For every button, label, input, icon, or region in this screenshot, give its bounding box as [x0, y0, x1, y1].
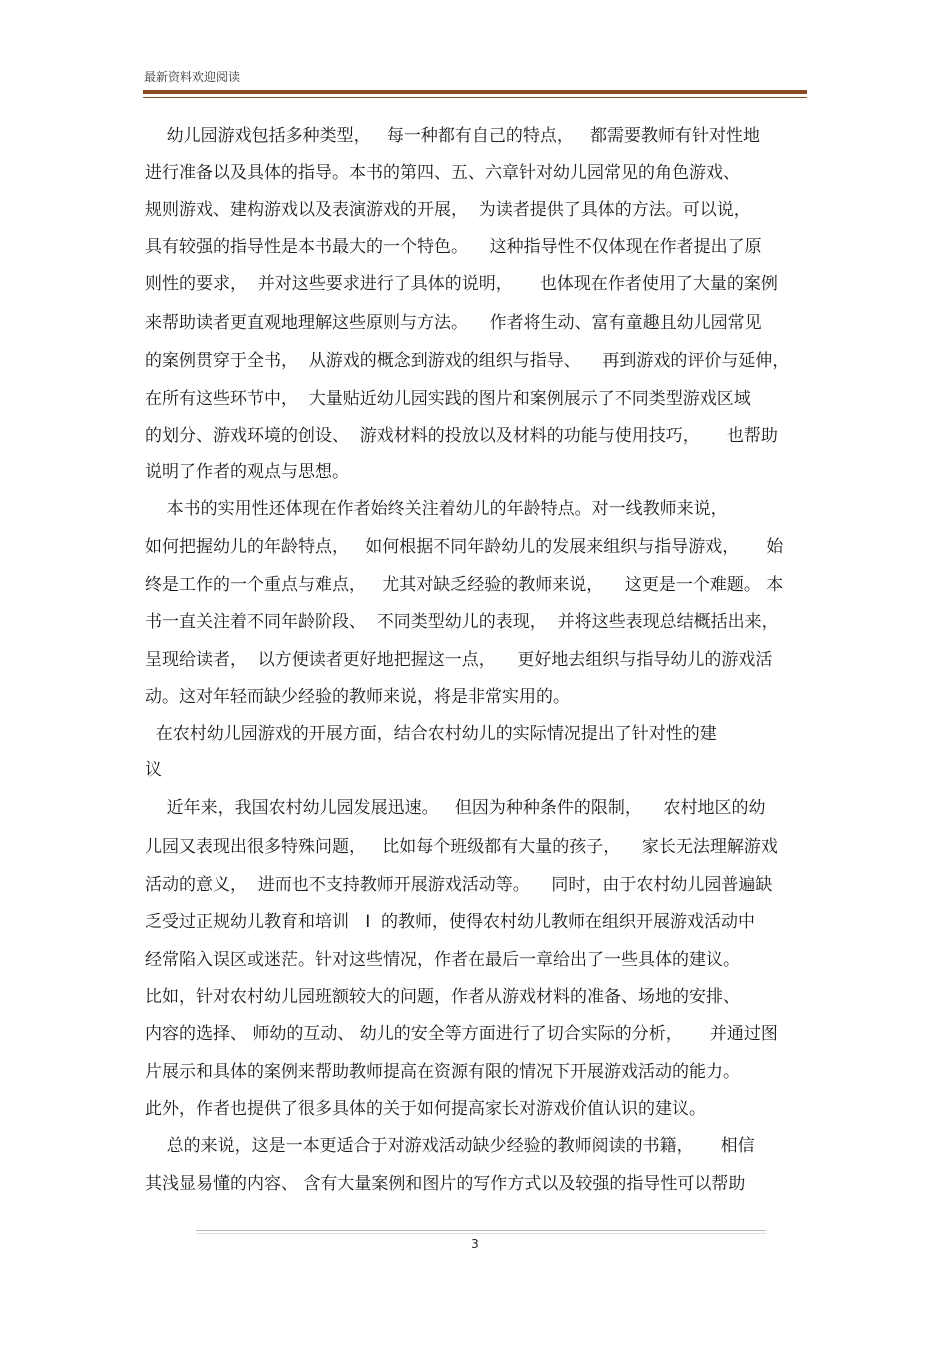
text-line: 的案例贯穿于全书， 从游戏的概念到游戏的组织与指导、 再到游戏的评价与延伸， [145, 351, 790, 371]
text-line: 如何把握幼儿的年龄特点， 如何根据不同年龄幼儿的发展来组织与指导游戏， 始 [145, 537, 784, 557]
text-line: 议 [145, 760, 162, 780]
text-line: 在所有这些环节中， 大量贴近幼儿园实践的图片和案例展示了不同类型游戏区域 [145, 389, 751, 409]
text-line: 呈现给读者， 以方便读者更好地把握这一点， 更好地去组织与指导幼儿的游戏活 [145, 650, 773, 670]
text-line: 其浅显易懂的内容、 含有大量案例和图片的写作方式以及较强的指导性可以帮助 [145, 1174, 746, 1194]
text-line: 来帮助读者更直观地理解这些原则与方法。 作者将生动、富有童趣且幼儿园常见 [145, 313, 762, 333]
header-title: 最新资料欢迎阅读 [144, 70, 241, 84]
text-line: 具有较强的指导性是本书最大的一个特色。 这种指导性不仅体现在作者提出了原 [145, 237, 762, 257]
text-line: 的划分、游戏环境的创设、 游戏材料的投放以及材料的功能与使用技巧， 也帮助 [145, 426, 778, 446]
text-line: 活动的意义， 进而也不支持教师开展游戏活动等。 同时，由于农村幼儿园普遍缺 [145, 875, 773, 895]
text-line: 进行准备以及具体的指导。本书的第四、五、六章针对幼儿园常见的角色游戏、 [145, 163, 740, 183]
text-line: 此外，作者也提供了很多具体的关于如何提高家长对游戏价值认识的建议。 [145, 1099, 706, 1119]
text-line: 在农村幼儿园游戏的开展方面，结合农村幼儿的实际情况提出了针对性的建 [145, 724, 717, 744]
text-line: 规则游戏、建构游戏以及表演游戏的开展， 为读者提供了具体的方法。可以说， [145, 200, 751, 220]
text-line: 书一直关注着不同年龄阶段、 不同类型幼儿的表现， 并将这些表现总结概括出来， [145, 612, 779, 632]
footer-rule-light [196, 1233, 766, 1234]
text-line: 经常陷入误区或迷茫。针对这些情况，作者在最后一章给出了一些具体的建议。 [145, 950, 740, 970]
text-line: 近年来，我国农村幼儿园发展迅速。 但因为种种条件的限制， 农村地区的幼 [145, 798, 766, 818]
header-rule-thin [143, 97, 807, 98]
text-line: 乏受过正规幼儿教育和培训 I 的教师，使得农村幼儿教师在组织开展游戏活动中 [145, 912, 756, 932]
text-line: 片展示和具体的案例来帮助教师提高在资源有限的情况下开展游戏活动的能力。 [145, 1062, 740, 1082]
text-line: 儿园又表现出很多特殊问题， 比如每个班级都有大量的孩子， 家长无法理解游戏 [145, 837, 778, 857]
text-line: 幼儿园游戏包括多种类型， 每一种都有自己的特点， 都需要教师有针对性地 [145, 126, 761, 146]
text-line: 终是工作的一个重点与难点， 尤其对缺乏经验的教师来说， 这更是一个难题。 本 [145, 575, 784, 595]
header-rule [143, 90, 807, 94]
footer-rule [196, 1230, 766, 1231]
text-line: 动。这对年轻而缺少经验的教师来说，将是非常实用的。 [145, 687, 570, 707]
text-line: 总的来说，这是一本更适合于对游戏活动缺少经验的教师阅读的书籍， 相信 [145, 1136, 755, 1156]
text-line: 说明了作者的观点与思想。 [145, 462, 349, 482]
text-line: 内容的选择、 师幼的互动、 幼儿的安全等方面进行了切合实际的分析， 并通过图 [145, 1024, 778, 1044]
page-number: 3 [471, 1237, 479, 1251]
text-line: 比如，针对农村幼儿园班额较大的问题，作者从游戏材料的准备、场地的安排、 [145, 987, 740, 1007]
text-line: 本书的实用性还体现在作者始终关注着幼儿的年龄特点。对一线教师来说， [145, 499, 728, 519]
text-line: 则性的要求， 并对这些要求进行了具体的说明， 也体现在作者使用了大量的案例 [145, 274, 778, 294]
